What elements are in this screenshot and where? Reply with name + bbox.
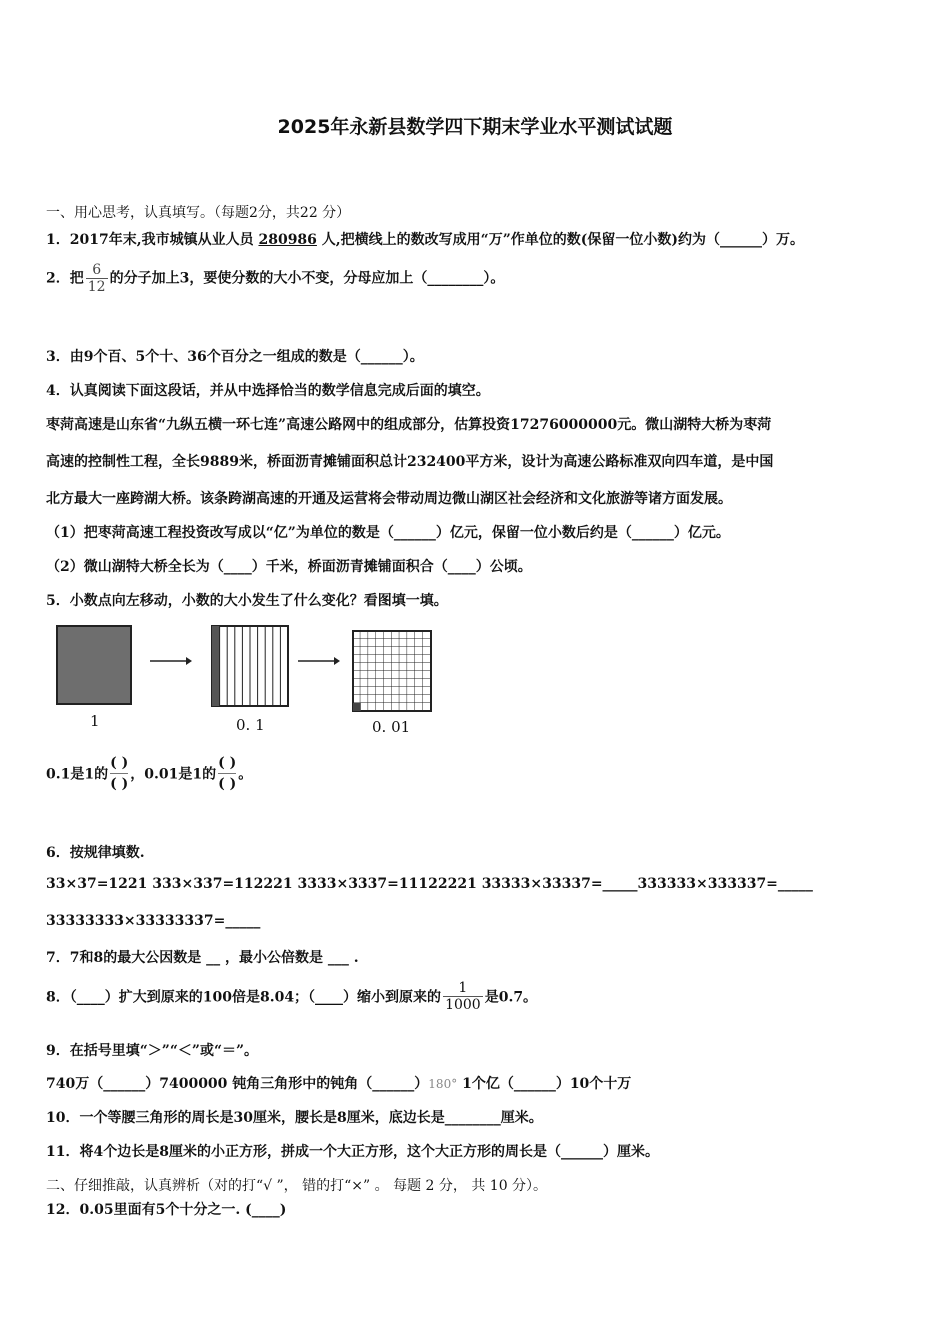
caption-one: 1 <box>90 712 100 730</box>
caption-tenth: 0. 1 <box>236 716 265 734</box>
page-title: 2025年永新县数学四下期末学业水平测试试题 <box>277 116 673 138</box>
question-9: 9．在括号里填“＞”“＜”或“＝”。 <box>46 1043 259 1059</box>
question-2: 2．把 $\frac{6}{12}$ 的分子加上3，要使分数的大小不变，分母应加上（________）。 <box>46 262 505 295</box>
question-4-part-2: （2）微山湖特大桥全长为（____）千米，桥面沥青摊铺面积合（____）公顷。 <box>46 559 532 575</box>
question-6-line-2: 33333333×33333337=_____ <box>46 913 261 929</box>
arrow-icon <box>148 655 192 667</box>
question-6-line-1: 33×37=1221 333×337=112221 3333×3337=11122221 33333×33337=_____333333×333337=_____ <box>46 876 813 892</box>
question-1: 1．2017年末,我市城镇从业人员 280986 人,把横线上的数改写成用“万”作单位的数(保留一位小数)约为（______）万。 <box>46 232 805 248</box>
question-12: 12．0.05里面有5个十分之一. (____) <box>46 1202 287 1218</box>
question-4-paragraph-1: 枣菏高速是山东省“九纵五横一环七连”高速公路网中的组成部分，估算投资17276000000元。微山湖特大桥为枣菏 <box>46 417 772 433</box>
tenths-figure <box>211 625 289 707</box>
question-8: 8．（____）扩大到原来的100倍是8.04；（____）缩小到原来的 $\frac{1}{1000}$ 是0.7。 <box>46 980 538 1013</box>
question-4-paragraph-3: 北方最大一座跨湖大桥。该条跨湖高速的开通及运营将会带动周边微山湖区社会经济和文化旅游等诸方面发展。 <box>46 491 732 507</box>
question-10: 10．一个等腰三角形的周长是30厘米，腰长是8厘米，底边长是________厘米。 <box>46 1110 543 1126</box>
question-11: 11．将4个边长是8厘米的小正方形，拼成一个大正方形，这个大正方形的周长是（______）厘米。 <box>46 1144 659 1160</box>
arrow-icon <box>296 655 340 667</box>
question-5-answer: 0.1是1的 ( ) ( ) ，0.01是1的 ( ) ( ) 。 <box>46 755 253 792</box>
question-4: 4．认真阅读下面这段话，并从中选择恰当的数学信息完成后面的填空。 <box>46 383 490 399</box>
question-7: 7．7和8的最大公因数是 __ ，最小公倍数是 ___ . <box>46 950 359 966</box>
question-6: 6．按规律填数. <box>46 845 145 861</box>
caption-hundredth: 0. 01 <box>372 718 411 736</box>
section-2-heading: 二、仔细推敲，认真辨析（对的打“√ ”， 错的打“×” 。 每题 2 分， 共 10 分）。 <box>46 1178 548 1194</box>
hundredths-grid-figure <box>352 630 432 712</box>
whole-square-figure <box>56 625 132 705</box>
question-9-comparisons: 740万（______）7400000 钝角三角形中的钝角（______）180° 1个亿（______）10个十万 <box>46 1076 632 1092</box>
section-1-heading: 一、用心思考，认真填写。（每题2分，共22 分） <box>46 205 351 221</box>
question-4-part-1: （1）把枣菏高速工程投资改写成以“亿”为单位的数是（______）亿元，保留一位小数后约是（______）亿元。 <box>46 525 730 541</box>
question-3: 3．由9个百、5个十、36个百分之一组成的数是（______）。 <box>46 349 424 365</box>
question-4-paragraph-2: 高速的控制性工程，全长9889米，桥面沥青摊铺面积总计232400平方米，设计为高速公路标准双向四车道，是中国 <box>46 454 774 470</box>
question-5: 5．小数点向左移动，小数的大小发生了什么变化？看图填一填。 <box>46 593 448 609</box>
